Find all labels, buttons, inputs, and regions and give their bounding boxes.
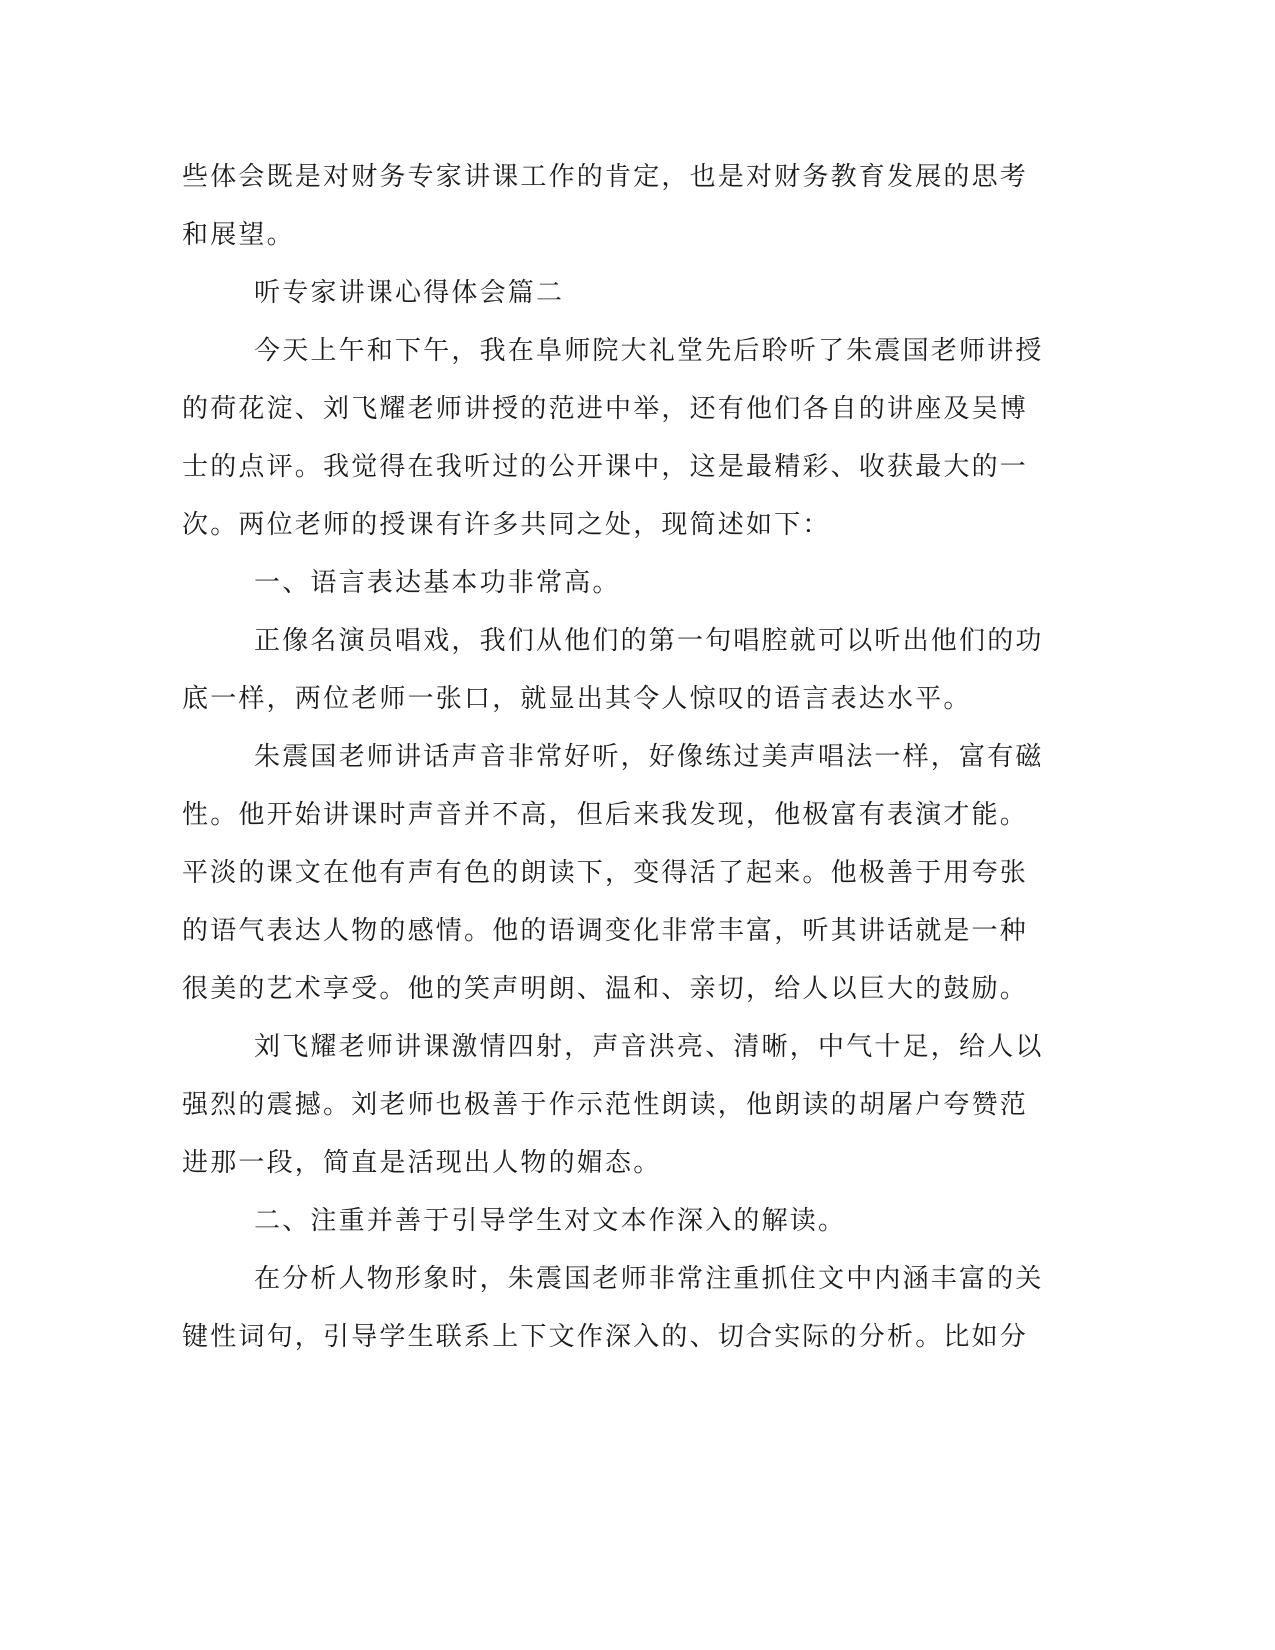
- document-page: [182, 148, 1044, 1366]
- text-line: 平淡的课文在他有声有色的朗读下，变得活了起来。他极善于用夸张: [182, 858, 1029, 888]
- text-line: 进那一段，简直是活现出人物的媚态。: [182, 1148, 662, 1178]
- text-line: 很美的艺术享受。他的笑声明朗、温和、亲切，给人以巨大的鼓励。: [182, 974, 1029, 1004]
- text-line: 强烈的震撼。刘老师也极善于作示范性朗读，他朗读的胡屠户夸赞范: [182, 1090, 1029, 1120]
- subheading: 二、注重并善于引导学生对文本作深入的解读。: [254, 1206, 847, 1236]
- paragraph-start: 刘飞耀老师讲课激情四射，声音洪亮、清晰，中气十足，给人以: [254, 1032, 1044, 1062]
- section-heading: 听专家讲课心得体会篇二: [254, 278, 565, 308]
- text-line: 底一样，两位老师一张口，就显出其令人惊叹的语言表达水平。: [182, 684, 972, 714]
- text-line: 和展望。: [182, 220, 295, 250]
- text-line: 键性词句，引导学生联系上下文作深入的、切合实际的分析。比如分: [182, 1322, 1029, 1352]
- text-line: 的荷花淀、刘飞耀老师讲授的范进中举，还有他们各自的讲座及吴博: [182, 394, 1029, 424]
- text-line: 士的点评。我觉得在我听过的公开课中，这是最精彩、收获最大的一: [182, 452, 1029, 482]
- text-line: 次。两位老师的授课有许多共同之处，现简述如下：: [182, 510, 831, 540]
- text-line: 性。他开始讲课时声音并不高，但后来我发现，他极富有表演才能。: [182, 800, 1029, 830]
- subheading: 一、语言表达基本功非常高。: [254, 568, 621, 598]
- paragraph-start: 朱震国老师讲话声音非常好听，好像练过美声唱法一样，富有磁: [254, 742, 1044, 772]
- paragraph-start: 今天上午和下午，我在阜师院大礼堂先后聆听了朱震国老师讲授: [254, 336, 1044, 366]
- text-line: 的语气表达人物的感情。他的语调变化非常丰富，听其讲话就是一种: [182, 916, 1029, 946]
- paragraph-start: 正像名演员唱戏，我们从他们的第一句唱腔就可以听出他们的功: [254, 626, 1044, 656]
- paragraph-start: 在分析人物形象时，朱震国老师非常注重抓住文中内涵丰富的关: [254, 1264, 1044, 1294]
- text-line: 些体会既是对财务专家讲课工作的肯定，也是对财务教育发展的思考: [182, 162, 1029, 192]
